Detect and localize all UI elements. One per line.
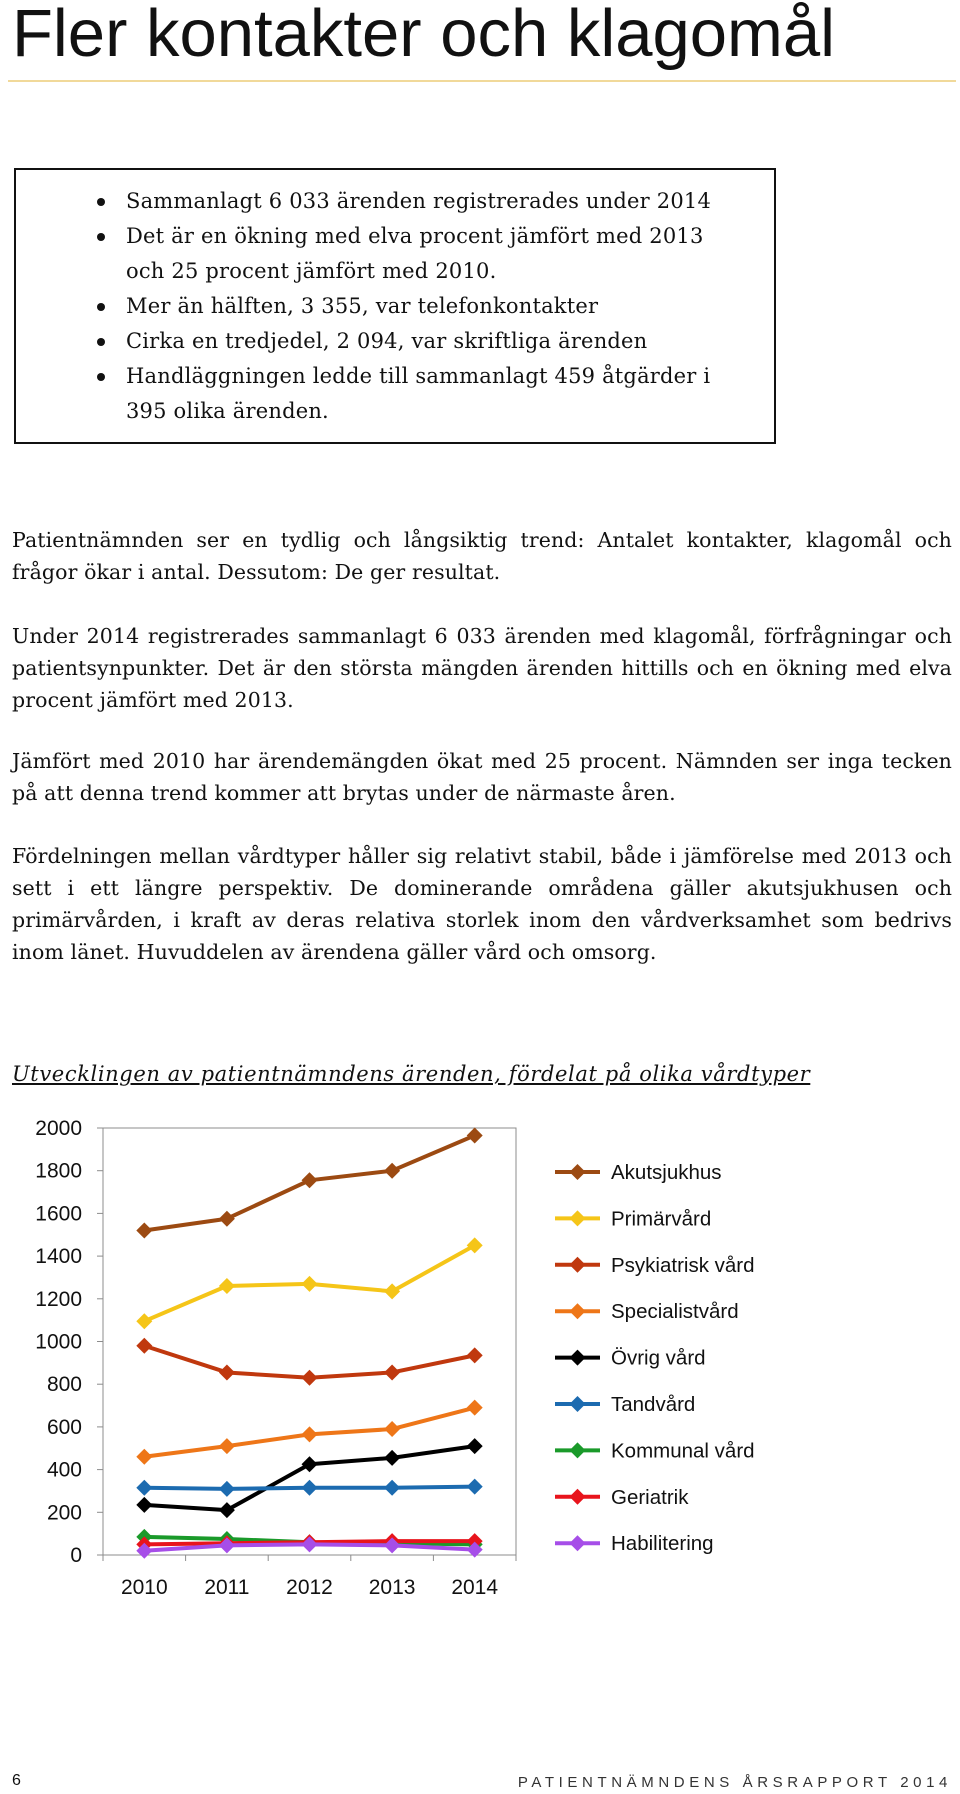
legend-label: Akutsjukhus	[611, 1161, 722, 1184]
paragraph-2014-total: Under 2014 registrerades sammanlagt 6 033 ärenden med klagomål, förfrågningar och patientsynpunkter. Det är den största mängden ärenden hittills och en ökning med elva procent jämfört med 2013.	[12, 624, 952, 712]
series-5	[136, 1479, 482, 1497]
y-tick-label: 0	[70, 1544, 82, 1567]
y-tick-label: 1000	[35, 1330, 82, 1354]
x-tick-label: 2014	[451, 1576, 499, 1599]
legend-marker	[570, 1350, 586, 1366]
data-point	[467, 1400, 483, 1416]
data-point	[136, 1313, 152, 1329]
legend-item	[555, 1161, 722, 1184]
legend-marker	[570, 1396, 586, 1412]
legend-marker	[570, 1164, 586, 1180]
data-point	[302, 1276, 318, 1292]
chart-legend	[555, 1161, 755, 1555]
legend-marker	[570, 1210, 586, 1226]
series-0	[136, 1127, 482, 1238]
paragraph-distribution: Fördelningen mellan vårdtyper håller sig relativt stabil, både i jämförelse med 2013 och sett i ett längre perspektiv. De dominerande områdena gäller akutsjukhusen och primärvården, i kraft av deras relativa storlek inom den vårdverksamhet som bedrivs inom länet. Huvuddelen av ärendena gäller vård och omsorg.	[12, 844, 952, 964]
data-point	[219, 1438, 235, 1454]
data-point	[302, 1456, 318, 1472]
data-point	[467, 1479, 483, 1495]
data-point	[219, 1502, 235, 1518]
summary-item: Cirka en tredjedel, 2 094, var skriftliga ärenden	[16, 324, 774, 359]
legend-item	[555, 1532, 714, 1555]
data-point	[219, 1278, 235, 1294]
legend-marker	[570, 1489, 586, 1505]
chart-x-tick-labels	[121, 1576, 498, 1599]
page-number: 6	[12, 1772, 21, 1789]
series-line	[144, 1446, 474, 1510]
summary-item: Mer än hälften, 3 355, var telefonkontakter	[16, 289, 774, 324]
data-point	[136, 1449, 152, 1465]
data-point	[136, 1222, 152, 1238]
data-point	[302, 1480, 318, 1496]
y-tick-label: 200	[46, 1501, 82, 1525]
y-tick-label: 2000	[35, 1117, 82, 1140]
data-point	[302, 1536, 318, 1552]
data-point	[467, 1347, 483, 1363]
paragraph-trend: Patientnämnden ser en tydlig och långsiktig trend: Antalet kontakter, klagomål och frågor ökar i antal. Dessutom: De ger resultat.	[12, 528, 952, 584]
x-tick-label: 2011	[204, 1576, 250, 1599]
summary-list	[16, 184, 774, 429]
x-tick-label: 2012	[286, 1576, 333, 1599]
legend-item	[555, 1300, 739, 1323]
data-point	[136, 1338, 152, 1354]
series-2	[136, 1338, 482, 1386]
data-point	[384, 1421, 400, 1437]
legend-item	[555, 1207, 711, 1230]
summary-box	[14, 168, 776, 444]
data-point	[136, 1497, 152, 1513]
y-tick-label: 400	[46, 1458, 82, 1482]
page-title: Fler kontakter och klagomål	[12, 0, 835, 71]
summary-item-continuation: 395 olika ärenden.	[126, 399, 329, 423]
legend-label: Primärvård	[611, 1207, 712, 1231]
summary-item: Det är en ökning med elva procent jämfört med 2013	[16, 219, 774, 254]
y-tick-label: 1200	[35, 1287, 82, 1311]
data-point	[384, 1364, 400, 1380]
legend-item	[555, 1393, 695, 1416]
data-point	[384, 1163, 400, 1179]
legend-label: Geriatrik	[611, 1485, 689, 1509]
data-point	[384, 1283, 400, 1299]
summary-item: Handläggningen ledde till sammanlagt 459 åtgärder i	[16, 359, 774, 394]
chart-caption: Utvecklingen av patientnämndens ärenden, fördelat på olika vårdtyper	[12, 1062, 811, 1086]
data-point	[467, 1237, 483, 1253]
chart-axes	[97, 1128, 516, 1561]
data-point	[384, 1480, 400, 1496]
paragraph-2010-comparison: Jämfört med 2010 har ärendemängden ökat med 25 procent. Nämnden ser inga tecken på att denna trend kommer att brytas under de närmaste åren.	[12, 749, 952, 805]
data-point	[219, 1481, 235, 1497]
data-point	[302, 1426, 318, 1442]
legend-label: Habilitering	[611, 1532, 714, 1556]
legend-item	[555, 1486, 689, 1509]
report-name: PATIENTNÄMNDENS ÅRSRAPPORT 2014	[517, 1774, 952, 1791]
summary-item: Sammanlagt 6 033 ärenden registrerades under 2014	[16, 184, 774, 219]
y-tick-label: 600	[46, 1415, 82, 1439]
legend-marker	[570, 1303, 586, 1319]
summary-item-continuation: och 25 procent jämfört med 2010.	[126, 259, 497, 283]
legend-label: Kommunal vård	[611, 1439, 755, 1463]
legend-item	[555, 1254, 755, 1277]
data-point	[467, 1127, 483, 1143]
title-divider	[8, 80, 956, 82]
data-point	[219, 1211, 235, 1227]
y-tick-label: 1800	[35, 1159, 82, 1183]
legend-label: Psykiatrisk vård	[611, 1253, 755, 1277]
data-point	[384, 1450, 400, 1466]
legend-marker	[570, 1535, 586, 1551]
legend-label: Tandvård	[611, 1393, 696, 1416]
series-3	[136, 1400, 482, 1465]
data-point	[136, 1480, 152, 1496]
y-tick-label: 800	[46, 1373, 82, 1397]
y-tick-label: 1600	[35, 1202, 82, 1226]
legend-item	[555, 1347, 706, 1370]
x-tick-label: 2010	[120, 1576, 168, 1599]
data-point	[302, 1370, 318, 1386]
x-tick-label: 2013	[368, 1576, 416, 1599]
legend-marker	[570, 1257, 586, 1273]
chart-series-group	[136, 1127, 482, 1558]
data-point	[467, 1438, 483, 1454]
chart-y-tick-labels	[35, 1117, 82, 1567]
data-point	[302, 1172, 318, 1188]
legend-marker	[570, 1442, 586, 1458]
line-chart	[0, 1100, 960, 1620]
legend-item	[555, 1439, 755, 1462]
series-1	[136, 1237, 482, 1329]
legend-label: Specialistvård	[611, 1300, 739, 1324]
data-point	[219, 1364, 235, 1380]
y-tick-label: 1400	[35, 1245, 82, 1269]
legend-label: Övrig vård	[611, 1346, 706, 1370]
